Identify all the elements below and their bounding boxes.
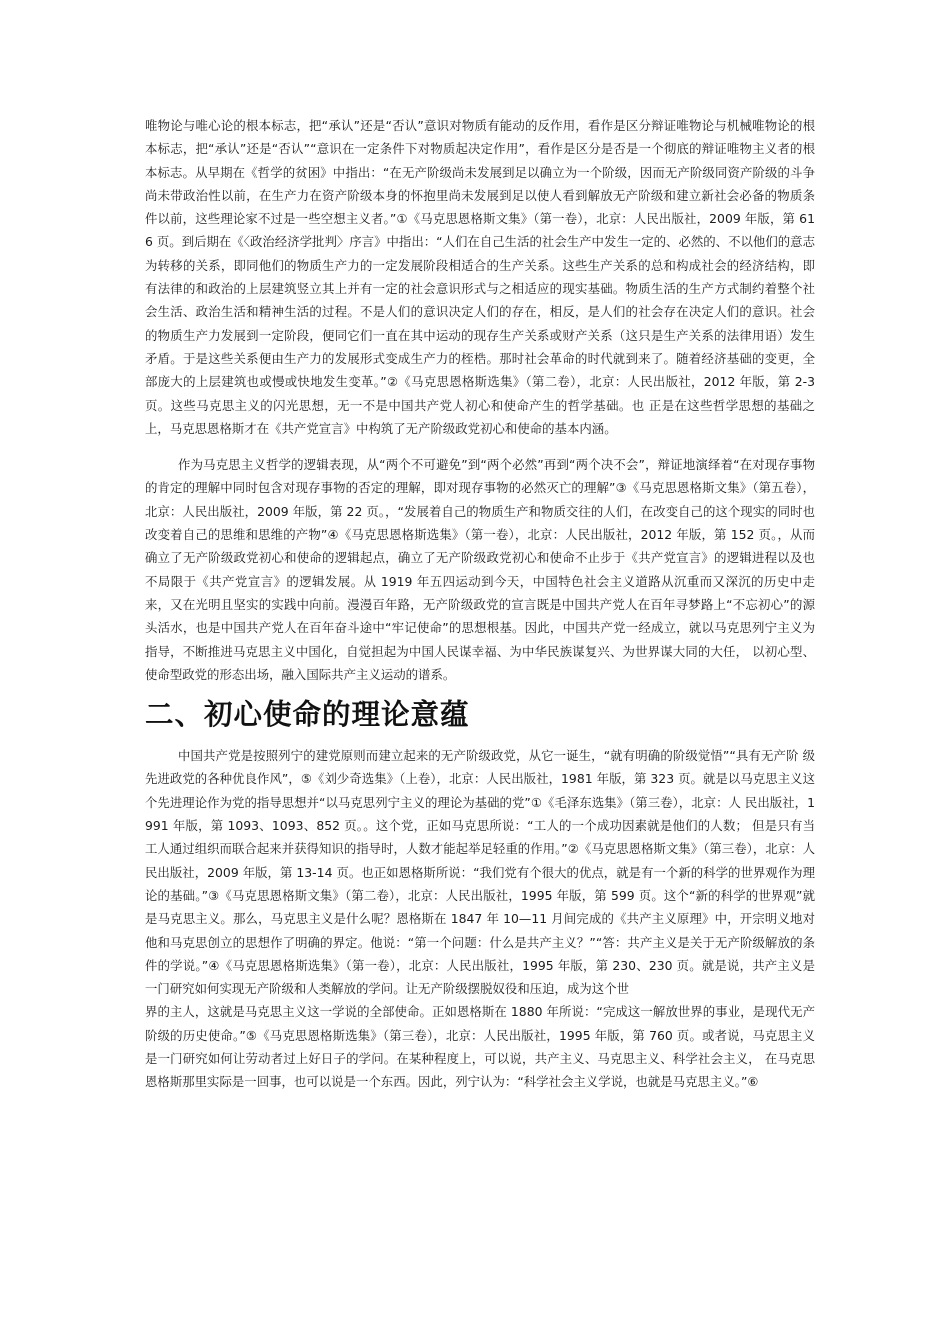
heading-spacer-bottom	[145, 734, 815, 744]
paragraph-logical-expression: 作为马克思主义哲学的逻辑表现，从“两个不可避免”到“两个必然”再到“两个决不会”，辩证地演绎着“在对现存事物的肯定的理解中同时包含对现存事物的否定的理解，即对现存事物的必然灭亡的理解”③《马克思恩格斯文集》（第五卷），北京：人民出版社，2009 年版，第 22 页。，“发展着自己的物质生产和物质交往的人们，在改变自己的这个现实的同时也改变着自己的思维和思维的产物”④《马克思恩格斯选集》（第一卷），北京：人民出版社，2012 年版，第 152 页。，从而确立了无产阶级政党初心和使命的逻辑起点，确立了无产阶级政党初心和使命不止步于《共产党宣言》的逻辑进程以及也不局限于《共产党宣言》的逻辑发展。从 1919 年五四运动到今天，中国特色社会主义道路从沉重而又深沉的历史中走来，又在光明且坚实的实践中向前。漫漫百年路，无产阶级政党的宣言既是中国共产党人在百年寻梦路上“不忘初心”的源头活水，也是中国共产党人在百年奋斗途中“牢记使命”的思想根基。因此，中国共产党一经成立，就以马克思列宁主义为指导，不断推进马克思主义中国化，自觉担起为中国人民谋幸福、为中华民族谋复兴、为世界谋大同的大任， 以初心型、使命型政党的形态出场，融入国际共产主义运动的谱系。	[145, 457, 815, 682]
heading-spacer-top	[145, 686, 815, 694]
section-heading: 二、初心使命的理论意蕴	[145, 697, 470, 732]
paragraph-philosophical-basis: 唯物论与唯心论的根本标志，把“承认”还是“否认”意识对物质有能动的反作用，看作是区分辩证唯物论与机械唯物论的根本标志，把“承认”还是“否认”“意识在一定条件下对物质起决定作用”，看作是区分是否是一个彻底的辩证唯物主义者的根本标志。从早期在《哲学的贫困》中指出：“在无产阶级尚未发展到足以确立为一个阶级，因而无产阶级同资产阶级的斗争尚未带政治性以前，在生产力在资产阶级本身的怀抱里尚未发展到足以使人看到解放无产阶级和建立新社会必备的物质条件以前，这些理论家不过是一些空想主义者。”①《马克思恩格斯文集》（第一卷），北京：人民出版社，2009 年版，第 616 页。到后期在《〈政治经济学批判〉序言》中指出：“人们在自己生活的社会生产中发生一定的、必然的、不以他们的意志为转移的关系，即同他们的物质生产力的一定发展阶段相适合的生产关系。这些生产关系的总和构成社会的经济结构，即有法律的和政治的上层建筑竖立其上并有一定的社会意识形式与之相适应的现实基础。物质生活的生产方式制约着整个社会生活、政治生活和精神生活的过程。不是人们的意识决定人们的存在，相反，是人们的社会存在决定人们的意识。社会的物质生产力发展到一定阶段，便同它们一直在其中运动的现存生产关系或财产关系（这只是生产关系的法律用语）发生矛盾。于是这些关系便由生产力的发展形式变成生产力的桎梏。那时社会革命的时代就到来了。随着经济基础的变更，全部庞大的上层建筑也或慢或快地发生变革。”②《马克思恩格斯选集》（第二卷），北京：人民出版社，2012 年版，第 2-3 页。这些马克思主义的闪光思想，无一不是中国共产党人初心和使命产生的哲学基础。也 正是在这些哲学思想的基础之上，马克思恩格斯才在《共产党宣言》中构筑了无产阶级政党初心和使命的基本内涵。	[145, 118, 815, 436]
paragraph-party-founding: 中国共产党是按照列宁的建党原则而建立起来的无产阶级政党，从它一诞生，“就有明确的阶级觉悟”“具有无产阶 级先进政党的各种优良作风”，⑤《刘少奇选集》（上卷），北京：人民出版社，1981 年版，第 323 页。就是以马克思主义这个先进理论作为党的指导思想并“以马克思列宁主义的理论为基础的党”①《毛泽东选集》（第三卷），北京：人 民出版社，1991 年版，第 1093、1093、852 页。。这个党，正如马克思所说：“工人的一个成功因素就是他们的人数； 但是只有当工人通过组织而联合起来并获得知识的指导时，人数才能起举足轻重的作用。”②《马克思恩格斯文集》（第三卷），北京：人民出版社，2009 年版，第 13-14 页。也正如恩格斯所说：“我们党有个很大的优点，就是有一个新的科学的世界观作为理论的基础。”③《马克思恩格斯文集》（第二卷），北京：人民出版社，1995 年版，第 599 页。这个“新的科学的世界观”就是马克思主义。那么，马克思主义是什么呢？恩格斯在 1847 年 10—11 月间完成的《共产主义原理》中，开宗明义地对他和马克思创立的思想作了明确的界定。他说：“第一个问题：什么是共产主义？”“答：共产主义是关于无产阶级解放的条件的学说。”④《马克思恩格斯选集》（第一卷），北京：人民出版社，1995 年版，第 230、230 页。就是说，共产主义是一门研究如何实现无产阶级和人类解放的学问。让无产阶级摆脱奴役和压迫，成为这个世	[145, 748, 815, 997]
paragraph-continuation: 界的主人，这就是马克思主义这一学说的全部使命。正如恩格斯在 1880 年所说：“完成这一解放世界的事业，是现代无产阶级的历史使命。”⑤《马克思恩格斯选集》（第三卷），北京：人民出版社，1995 年版，第 760 页。或者说，马克思主义是一门研究如何让劳动者过上好日子的学问。在某种程度上，可以说，共产主义、马克思主义、科学社会主义， 在马克思恩格斯那里实际是一回事，也可以说是一个东西。因此，列宁认为：“科学社会主义学说，也就是马克思主义。”⑥	[145, 1004, 815, 1090]
document-page	[145, 114, 815, 1094]
paragraph-spacer	[145, 440, 815, 453]
